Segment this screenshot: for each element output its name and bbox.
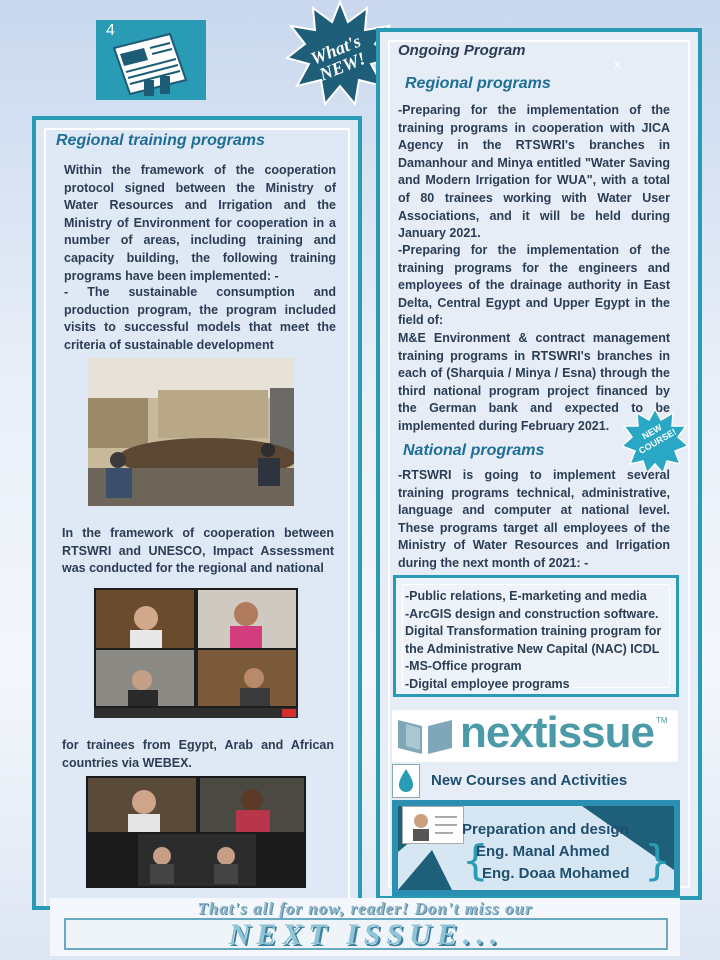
meeting-room-photo	[88, 358, 294, 506]
left-paragraph-3: In the framework of cooperation between RTSWRI and UNESCO, Impact Assessment was conducted for the regional and national	[62, 526, 334, 576]
left-paragraph-4: for trainees from Egypt, Arab and African countries via WEBEX.	[62, 738, 334, 770]
page-number-badge	[96, 20, 206, 100]
regional-training-heading: Regional training programs	[56, 132, 265, 149]
next-issue-text: nextissue	[460, 708, 654, 757]
regional-paragraph-1: -Preparing for the implementation of the training programs in cooperation with JICA Agency in the RTSWRI's branches in Damanhour and Minya entitled "Water Saving and Modern Irrigation for WUA", with a total of 80 trainees working with Water User Associations, and it will be held during January 2021.	[398, 103, 670, 241]
banner-line-1: That's all for now, reader! Don't miss our	[197, 899, 533, 918]
next-courses-title: New Courses and Activities	[431, 772, 628, 789]
list-item: -MS-Office program	[405, 659, 522, 673]
left-paragraph-1: Within the framework of the cooperation protocol signed between the Ministry of Water Resources and Irrigation and the Ministry of Environment for cooperation in a number of areas, including training and capacity building, the following training programs have been implemented: -	[64, 163, 336, 283]
list-item: -ArcGIS design and construction software. Digital Transformation training program for the Administrative New Capital (NAC) ICDL	[405, 606, 662, 656]
newspaper-icon	[104, 30, 198, 98]
water-drop-icon	[393, 765, 419, 797]
regional-paragraph-3: M&E Environment & contract management training programs in RTSWRI's branches in each of (Sharquia / Minya / Esna) through the third national program project financed by the German bank and expected to be implemented during February 2021.	[398, 331, 670, 433]
left-paragraph-2: - The sustainable consumption and production program, the program included visits to successful models that meet the criteria of sustainable development	[64, 285, 336, 352]
bottom-banner	[50, 898, 680, 956]
next-issue-logo	[392, 710, 678, 762]
whats-new-label: What's NEW!	[307, 30, 369, 85]
course-list	[405, 588, 677, 693]
book-icon	[396, 716, 454, 756]
list-item: -Public relations, E-marketing and media	[405, 589, 647, 603]
video-call-photo-1	[94, 588, 298, 718]
banner-box	[64, 918, 668, 950]
new-course-label: NEW COURSE!	[637, 422, 678, 457]
ongoing-program-title: Ongoing Program	[398, 42, 526, 59]
regional-programs-heading: Regional programs	[405, 75, 551, 92]
regional-paragraph-2: -Preparing for the implementation of the training programs for the engineers and employees of the drainage authority in East Delta, Central Egypt and Upper Egypt in the field of:	[398, 243, 670, 328]
brace-right: }	[644, 836, 671, 885]
page-number: 4	[106, 22, 115, 39]
brace-left: {	[462, 836, 489, 885]
credits-title: Preparation and design	[462, 821, 629, 838]
credits-name-2: Eng. Doaa Mohamed	[482, 865, 630, 882]
institute-logo	[392, 764, 420, 798]
person-card-icon	[402, 806, 464, 844]
course-list-box	[393, 575, 679, 697]
credits-name-1: Eng. Manal Ahmed	[476, 843, 610, 860]
video-call-photo-2	[86, 776, 306, 888]
close-mark: x	[614, 56, 621, 71]
national-programs-heading: National programs	[403, 442, 545, 459]
next-issue-tm: TM	[656, 716, 668, 725]
list-item: -Digital employee programs	[405, 676, 570, 691]
credits-box	[392, 800, 680, 896]
national-paragraph-1: -RTSWRI is going to implement several training programs technical, administrative, language and computer at national level. These programs target all employees of the Ministry of Water Resources and Irrigation during the next month of 2021: -	[398, 468, 670, 570]
banner-line-2: NEXT ISSUE...	[228, 918, 504, 951]
new-course-badge	[622, 408, 688, 474]
